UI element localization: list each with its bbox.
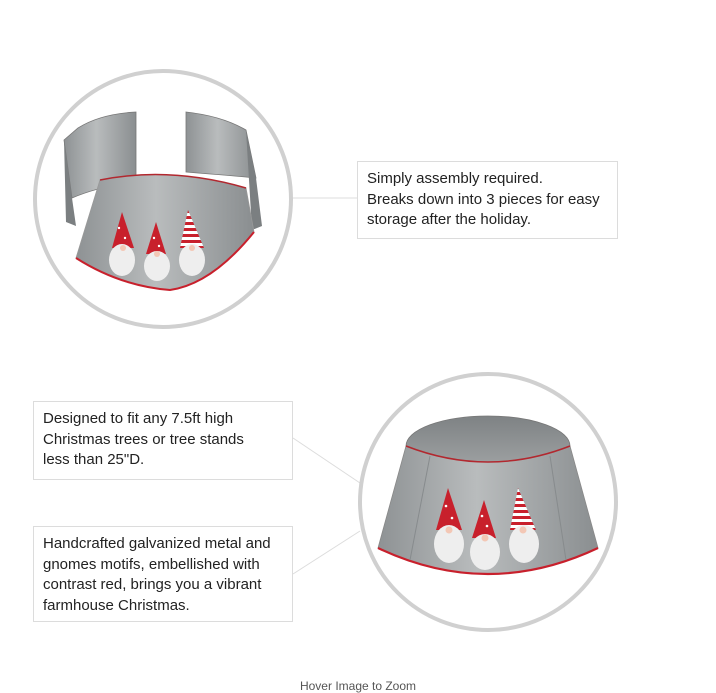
callout-line: Handcrafted galvanized metal and: [43, 535, 271, 552]
circle-disassembled-view: [35, 71, 291, 327]
callout-size-fit: [33, 401, 293, 480]
callout-line: Designed to fit any 7.5ft high: [43, 410, 234, 427]
zoom-hint: Hover Image to Zoom: [299, 679, 417, 693]
callout-materials: [33, 526, 293, 622]
callout-line: farmhouse Christmas.: [43, 596, 190, 614]
connector-line-2: [293, 438, 360, 483]
callout-assembly: [357, 161, 618, 239]
callout-line: Simply assembly required.: [367, 170, 543, 187]
callout-line: Breaks down into 3 pieces for easy: [367, 190, 600, 208]
circle-assembled-view: [360, 374, 616, 630]
connector-line-3: [293, 531, 360, 574]
callout-line: gnomes motifs, embellished with: [43, 555, 260, 573]
callout-line: Christmas trees or tree stands: [43, 430, 244, 448]
callout-line: less than 25"D.: [43, 451, 145, 468]
callout-line: storage after the holiday.: [367, 211, 531, 228]
callout-line: contrast red, brings you a vibrant: [43, 576, 262, 593]
